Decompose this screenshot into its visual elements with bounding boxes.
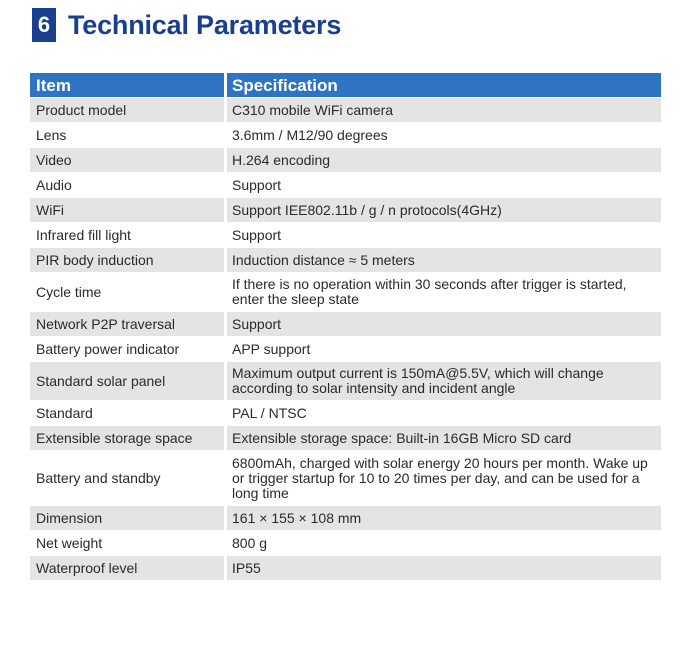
header-item: Item bbox=[30, 73, 224, 97]
row-item: Lens bbox=[30, 123, 224, 147]
table-row bbox=[30, 312, 661, 337]
row-spec: Extensible storage space: Built-in 16GB Micro SD card bbox=[224, 426, 661, 450]
table-row bbox=[30, 362, 661, 401]
table-row bbox=[30, 148, 661, 173]
row-spec: IP55 bbox=[224, 556, 661, 580]
row-item: Battery power indicator bbox=[30, 337, 224, 361]
spec-table bbox=[30, 73, 661, 581]
table-row bbox=[30, 451, 661, 506]
table-row bbox=[30, 198, 661, 223]
row-item: Audio bbox=[30, 173, 224, 197]
row-spec: Maximum output current is 150mA@5.5V, which will change according to solar intensity and incident angle bbox=[224, 362, 661, 400]
table-row bbox=[30, 223, 661, 248]
row-spec: 3.6mm / M12/90 degrees bbox=[224, 123, 661, 147]
row-spec: Induction distance ≈ 5 meters bbox=[224, 248, 661, 272]
row-spec: APP support bbox=[224, 337, 661, 361]
row-spec: If there is no operation within 30 seconds after trigger is started, enter the sleep state bbox=[224, 273, 661, 311]
row-spec: Support bbox=[224, 223, 661, 247]
row-spec: 161 × 155 × 108 mm bbox=[224, 506, 661, 530]
header-specification: Specification bbox=[224, 73, 661, 97]
section-number-badge: 6 bbox=[32, 8, 56, 42]
table-row bbox=[30, 506, 661, 531]
row-spec: 800 g bbox=[224, 531, 661, 555]
row-spec: Support bbox=[224, 173, 661, 197]
row-item: Cycle time bbox=[30, 273, 224, 311]
row-item: Battery and standby bbox=[30, 451, 224, 505]
table-row bbox=[30, 531, 661, 556]
row-item: Waterproof level bbox=[30, 556, 224, 580]
row-item: Product model bbox=[30, 98, 224, 122]
row-item: Net weight bbox=[30, 531, 224, 555]
row-item: Dimension bbox=[30, 506, 224, 530]
row-item: Network P2P traversal bbox=[30, 312, 224, 336]
row-spec: Support bbox=[224, 312, 661, 336]
section-heading bbox=[32, 7, 341, 43]
row-item: Standard solar panel bbox=[30, 362, 224, 400]
row-item: Standard bbox=[30, 401, 224, 425]
row-item: Video bbox=[30, 148, 224, 172]
row-spec: Support IEE802.11b / g / n protocols(4GHz) bbox=[224, 198, 661, 222]
row-spec: H.264 encoding bbox=[224, 148, 661, 172]
table-row bbox=[30, 173, 661, 198]
section-title: Technical Parameters bbox=[68, 9, 342, 40]
table-row bbox=[30, 98, 661, 123]
table-row bbox=[30, 401, 661, 426]
table-row bbox=[30, 123, 661, 148]
row-item: PIR body induction bbox=[30, 248, 224, 272]
table-row bbox=[30, 248, 661, 273]
table-row bbox=[30, 556, 661, 581]
row-spec: C310 mobile WiFi camera bbox=[224, 98, 661, 122]
row-item: Infrared fill light bbox=[30, 223, 224, 247]
table-row bbox=[30, 337, 661, 362]
table-row bbox=[30, 426, 661, 451]
table-header-row bbox=[30, 73, 661, 98]
row-item: Extensible storage space bbox=[30, 426, 224, 450]
table-row bbox=[30, 273, 661, 312]
row-spec: PAL / NTSC bbox=[224, 401, 661, 425]
row-item: WiFi bbox=[30, 198, 224, 222]
row-spec: 6800mAh, charged with solar energy 20 hours per month. Wake up or trigger startup for 10 to 20 times per day, and can be used for a long time bbox=[224, 451, 661, 505]
